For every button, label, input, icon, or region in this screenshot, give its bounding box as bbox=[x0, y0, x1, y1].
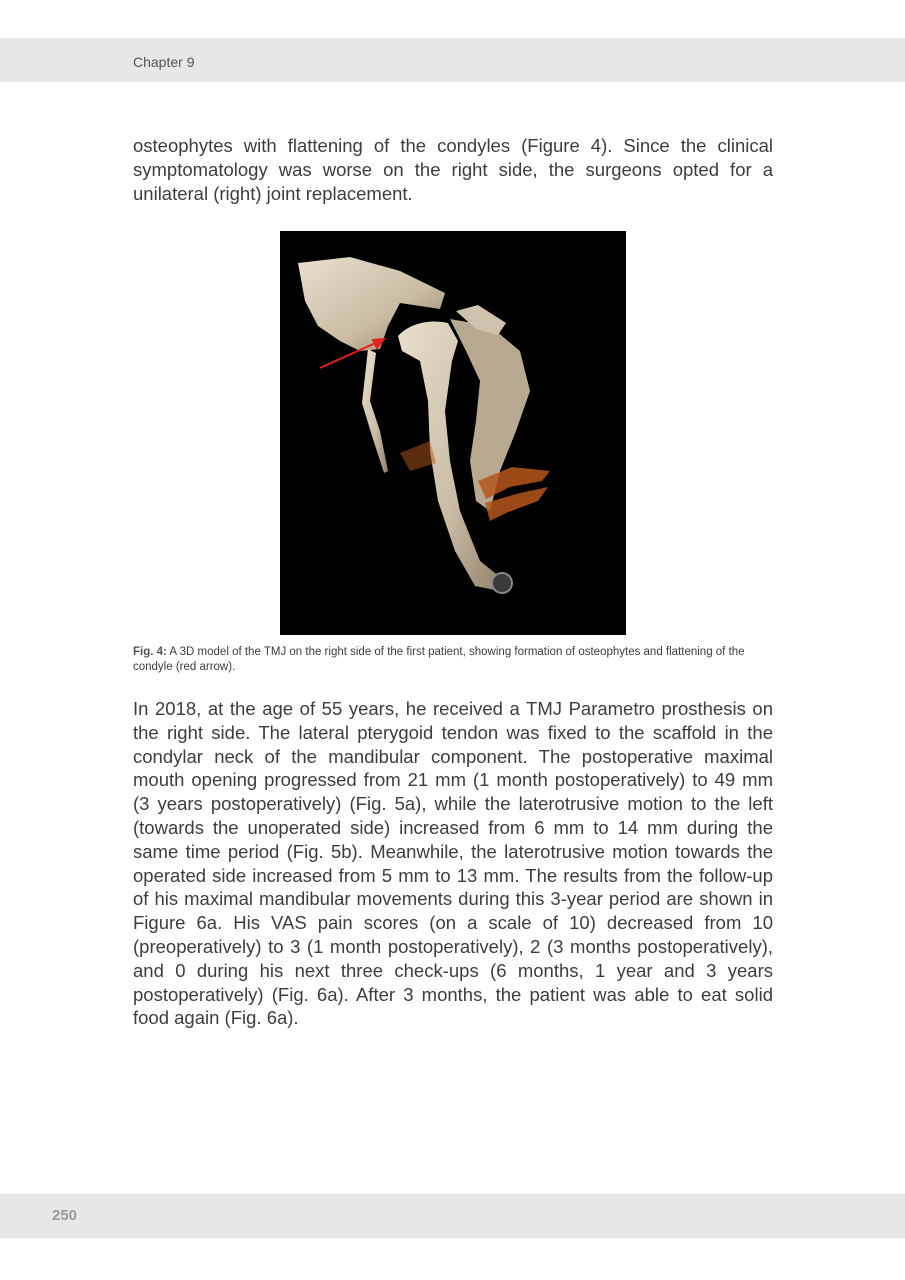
styloid-process bbox=[362, 349, 388, 473]
figure-caption bbox=[133, 645, 773, 675]
page-number: 250 bbox=[52, 1207, 78, 1224]
tmj-3d-render bbox=[280, 231, 626, 635]
body-paragraph-1: osteophytes with flattening of the condyles (Figure 4). Since the clinical symptomatology was worse on the right side, the surgeons opted for a unilateral (right) joint replacement. bbox=[133, 135, 773, 204]
figure-3d-tmj-model bbox=[280, 231, 626, 635]
footer-band bbox=[0, 1194, 905, 1238]
chapter-label: Chapter 9 bbox=[133, 54, 195, 70]
figure-label: Fig. 4: bbox=[133, 646, 167, 658]
figure-caption-text: A 3D model of the TMJ on the right side of the first patient, showing formation of osteophytes and flattening of the condyle (red arrow). bbox=[133, 646, 745, 673]
body-paragraph-2: In 2018, at the age of 55 years, he received a TMJ Parametro prosthesis on the right side. The lateral pterygoid tendon was fixed to the scaffold in the condylar neck of the mandibular component. The postoperative maximal mouth opening progressed from 21 mm (1 month postoperatively) to 49 mm (3 years postoperatively) (Fig. 5a), while the laterotrusive motion to the left (towards the unoperated side) increased from 6 mm to 14 mm during the same time period (Fig. 5b). Meanwhile, the laterotrusive motion towards the operated side increased from 5 mm to 13 mm. The results from the follow-up of his maximal mandibular movements during this 3-year period are shown in Figure 6a. His VAS pain scores (on a scale of 10) decreased from 10 (preoperatively) to 3 (1 month postoperatively), 2 (3 months postoperatively), and 0 during his next three check-ups (6 months, 1 year and 3 years postoperatively) (Fig. 6a). After 3 months, the patient was able to eat solid food again (Fig. 6a). bbox=[133, 698, 773, 1029]
